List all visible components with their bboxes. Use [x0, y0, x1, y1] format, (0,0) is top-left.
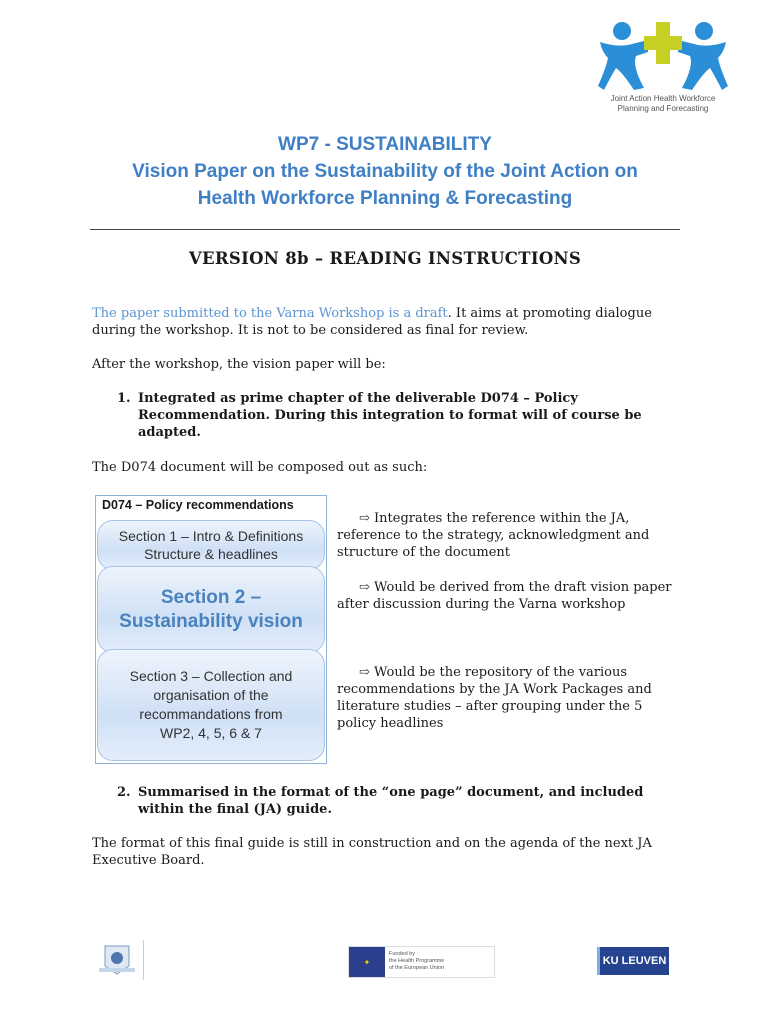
composed-paragraph: The D074 document will be composed out as such: [92, 460, 428, 475]
footer-divider [143, 940, 144, 980]
ja-logo-figures-icon [598, 18, 728, 94]
closing-paragraph: The format of this final guide is still in construction and on the agenda of the next JA Executive Board. [92, 836, 652, 868]
diagram-section-1 [97, 520, 325, 570]
title-line3: Health Workforce Planning & Forecasting [197, 188, 573, 209]
eu-text-line: the Health Programme [389, 958, 445, 964]
note-3-text: Would be the repository of the various recommendations by the JA Work Packages and literature studies – after grouping under the 5 policy headlines [337, 665, 652, 731]
section-3-line: recommandations from [139, 706, 283, 722]
ku-leuven-logo: KU LEUVEN [597, 947, 669, 975]
note-2-text: Would be derived from the draft vision paper after discussion during the Varna workshop [337, 580, 672, 612]
list-item-1 [117, 390, 657, 441]
note-3 [337, 664, 662, 732]
title-line2: Vision Paper on the Sustainability of the Joint Action on [132, 161, 638, 182]
section-3-line: Section 3 – Collection and [129, 668, 293, 684]
title-divider [90, 229, 680, 230]
eu-text-line: Funded by [389, 951, 415, 957]
arrow-right-icon: ⇨ [359, 511, 375, 526]
diagram-header: D074 – Policy recommendations [102, 498, 294, 512]
eu-text-line: of the European Union [389, 965, 445, 971]
title-line1: WP7 - SUSTAINABILITY [278, 134, 492, 155]
arrow-right-icon: ⇨ [359, 580, 375, 595]
diagram-section-2 [97, 566, 325, 653]
diagram-section-3 [97, 649, 325, 761]
intro-rest: . It aims at promoting dialogue during the workshop. It is not to be considered as final for review. [92, 306, 652, 338]
list-item-1-number: 1. [117, 391, 131, 406]
after-paragraph: After the workshop, the vision paper will be: [92, 357, 386, 372]
note-1 [337, 510, 657, 561]
section-2-line: Section 2 – [160, 586, 262, 608]
list-item-2-number: 2. [117, 785, 131, 800]
section-3-line: organisation of the [153, 687, 269, 703]
logo-text-line1: Joint Action Health Workforce [610, 94, 716, 103]
section-3-line: WP2, 4, 5, 6 & 7 [160, 725, 262, 741]
note-2 [337, 579, 677, 613]
section-1-line: Section 1 – Intro & Definitions [118, 528, 304, 544]
intro-highlight: The paper submitted to the Varna Workshop is a draft [92, 306, 448, 321]
ja-logo [598, 18, 728, 120]
eu-flag-icon: ✦ [349, 947, 385, 977]
section-1-line: Structure & headlines [144, 546, 278, 562]
crest-logo-icon [97, 942, 137, 978]
logo-text-line2: Planning and Forecasting [617, 104, 709, 113]
list-item-2-text: Summarised in the format of the “one page” document, and included within the final (JA) guide. [138, 785, 644, 817]
eu-funding-logo [348, 946, 495, 978]
section-2-line: Sustainability vision [119, 610, 303, 632]
section-heading: VERSION 8b – READING INSTRUCTIONS [188, 249, 582, 268]
d074-structure-diagram [95, 495, 327, 764]
list-item-1-text: Integrated as prime chapter of the deliverable D074 – Policy Recommendation. During this integration to format will of course be adapted. [138, 391, 642, 440]
document-title [60, 131, 710, 212]
intro-paragraph [92, 305, 667, 339]
note-1-text: Integrates the reference within the JA, reference to the strategy, acknowledgment and structure of the document [337, 511, 650, 560]
arrow-right-icon: ⇨ [359, 665, 375, 680]
list-item-2 [117, 784, 682, 818]
